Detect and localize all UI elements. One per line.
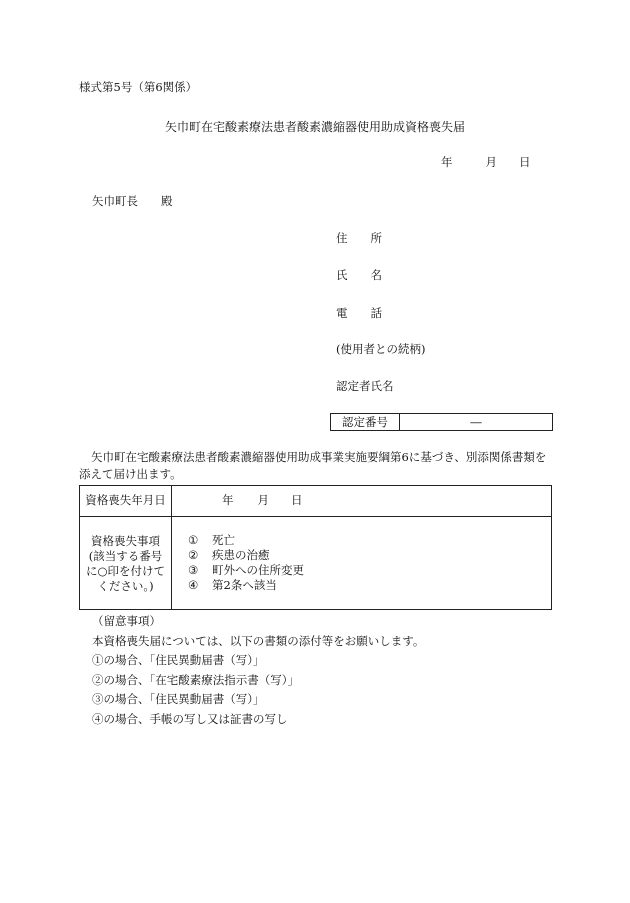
option-text: 疾患の治癒 [212,548,270,562]
document-title: 矢巾町在宅酸素療法患者酸素濃縮器使用助成資格喪失届 [164,120,465,134]
date-month: 月 [485,155,497,169]
notes-line: ③の場合、「住民異動届書（写）」 [92,692,265,706]
option-text: 町外への住所変更 [212,563,304,577]
loss-options [172,517,552,610]
option-number: ② [188,548,199,562]
option-item[interactable] [188,563,551,578]
certified-name-label: 認定者氏名 [336,379,394,393]
addressee: 矢巾町長 殿 [92,194,173,208]
notes-heading: （留意事項） [92,614,161,628]
submission-date [441,155,531,171]
notes-section [92,612,424,729]
notes-line: 本資格喪失届については、以下の書類の添付等をお願いします。 [92,633,425,648]
loss-date-month: 月 [257,493,269,508]
option-item[interactable] [188,548,551,563]
form-number: 様式第5号（第6関係） [79,80,198,94]
option-item[interactable] [188,533,551,548]
cert-number-label: 認定番号 [331,414,400,430]
cert-number-box [330,413,553,431]
notes-line: ①の場合、「住民異動届書（写）」 [92,653,265,667]
option-text: 死亡 [212,533,235,547]
date-day: 日 [519,155,531,169]
intro-text: 矢巾町在宅酸素療法患者酸素濃縮器使用助成事業実施要綱第6に基づき、別添関係書類を添えて届け出ます。 [79,450,547,481]
option-number: ① [188,533,199,547]
option-number: ④ [188,578,199,592]
phone-label: 電 話 [336,306,382,320]
option-item[interactable] [188,578,551,593]
name-label: 氏 名 [336,268,382,282]
loss-date-year: 年 [222,493,234,508]
loss-date-label: 資格喪失年月日 [80,486,172,517]
option-text: 第2条へ該当 [212,578,277,592]
relation-label: (使用者との続柄) [336,342,426,356]
matter-label-line: ください。) [97,579,154,593]
option-number: ③ [188,563,199,577]
address-label: 住 所 [336,231,382,245]
loss-date-day: 日 [291,493,303,508]
matter-label-line: 資格喪失事項 [91,534,160,548]
matter-label-line: に○印を付けて [85,564,166,578]
loss-date-cell [172,486,552,517]
notes-line: ④の場合、手帳の写し又は証書の写し [92,711,288,726]
matter-label-line: (該当する番号 [88,549,163,563]
date-year: 年 [441,155,453,169]
loss-matter-label [80,517,172,610]
notes-line: ②の場合、「在宅酸素療法指示書（写）」 [92,672,299,687]
loss-details-table [79,485,552,610]
cert-number-value: ― [470,415,482,429]
